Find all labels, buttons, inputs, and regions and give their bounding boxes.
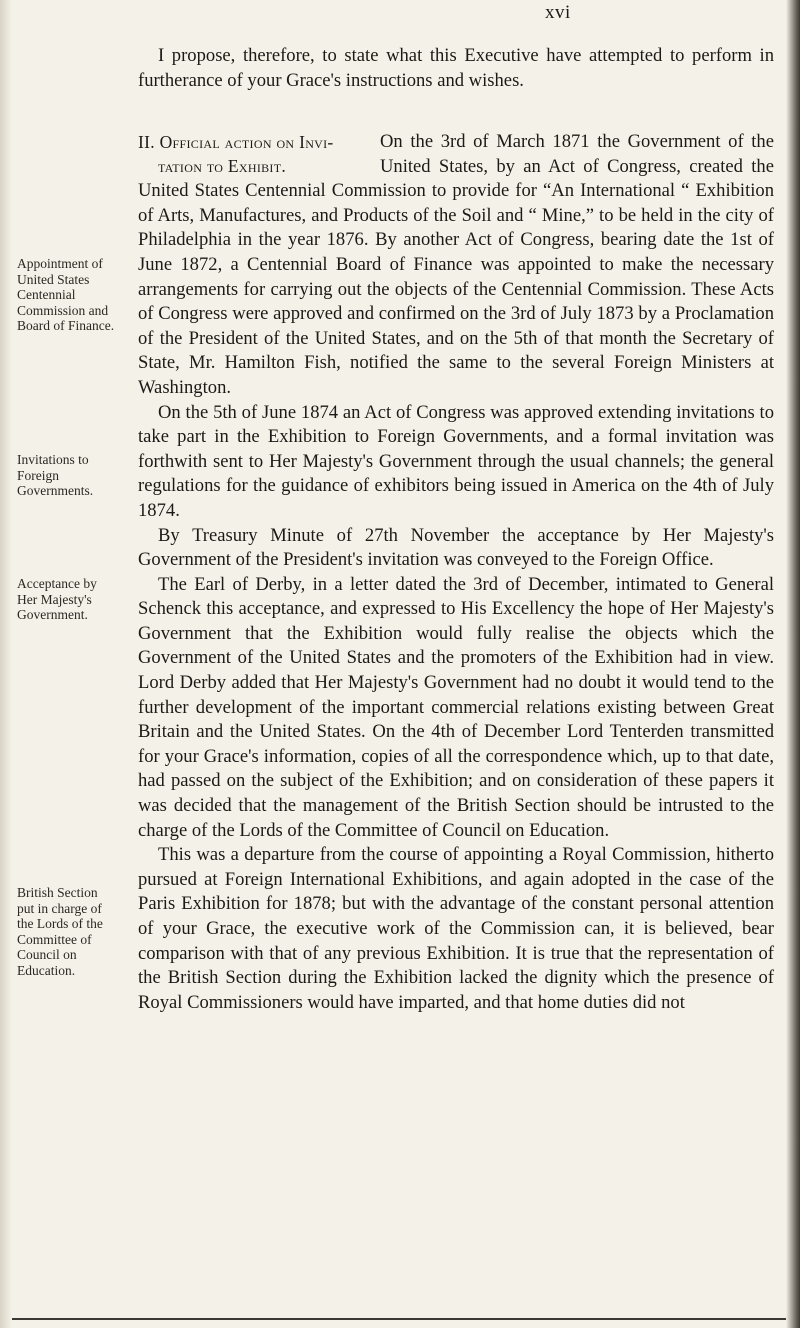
paragraph-3: By Treasury Minute of 27th November the acceptance by Her Majesty's Government of the President's invitation was conveyed to the Foreign Office. xyxy=(138,524,774,571)
margin-note-acceptance: Acceptance by Her Majesty's Government. xyxy=(17,576,97,622)
intro-text: I propose, therefore, to state what this Executive have attempted to perform in furtherance of your Grace's instructions and wishes. xyxy=(138,45,774,91)
paragraph-4: The Earl of Derby, in a letter dated the 3rd of December, intimated to General Schenck this acceptance, and expressed to His Excellency the hope of Her Majesty's Government that the Exhibition would fully realise the objects which the Government of the United States and the promoters of the Exhibition had in view. Lord Derby added that Her Majesty's Government had no doubt it would tend to the further development of the important commercial relations existing between Great Britain and the United States. On the 4th of December Lord Tenterden transmitted for your Grace's information, copies of all the correspondence which, up to that date, had passed on the subject of the Exhibition; and on consideration of these papers it was decided that the management of the British Section should be intrusted to the charge of the Lords of the Committee of Council on Education. xyxy=(138,573,774,841)
page-gutter xyxy=(0,0,12,1328)
margin-note-invitations: Invitations to Foreign Governments. xyxy=(17,452,94,498)
section-heading-line1: II. Official action on Invi- xyxy=(138,132,334,152)
paragraph-5: This was a departure from the course of appointing a Royal Commission, hitherto pursued at Foreign International Exhibitions, and again adopted in the case of the Paris Exhibition for 1878; but with the advantage of the constant personal attention of your Grace, the executive work of the Commission can, it is believed, bear comparison with that of any previous Exhibition. It is true that the representation of the British Section during the Exhibition lacked the dignity which the presence of Royal Commissioners would have imparted, and that home duties did not xyxy=(138,844,774,1013)
margin-note-british-section: British Section put in charge of the Lords of the Committee of Council on Education. xyxy=(17,885,103,978)
section-official-action xyxy=(138,130,774,1015)
page-edge xyxy=(786,0,800,1328)
paragraph-2: On the 5th of June 1874 an Act of Congress was approved extending invitations to take part in the Exhibition to Foreign Governments, and a formal invitation was forthwith sent to Her Majesty's Government through the usual channels; the general regulations for the guidance of exhibitors being issued in America on the 4th of July 1874. xyxy=(138,401,774,521)
section-heading xyxy=(138,130,370,178)
margin-note-appointment: Appointment of United States Centennial Commission and Board of Finance. xyxy=(17,256,115,333)
page-number: xvi xyxy=(545,2,571,23)
paragraph-1: On the 3rd of March 1871 the Government of the United States, by an Act of Congress, created the United States Centennial Commission to provide for “An International “ Exhibition of Arts, Manufactures, and Products of the Soil and “ Mine,” to be held in the city of Philadelphia in the year 1876. By another Act of Congress, bearing date the 1st of June 1872, a Centennial Board of Finance was appointed to make the necessary arrangements for carrying out the objects of the Centennial Commission. These Acts of Congress were approved and confirmed on the 3rd of July 1873 by a Proclamation of the President of the United States, and on the 5th of that month the Secretary of State, Mr. Hamilton Fish, notified the same to the several Foreign Ministers at Washington. xyxy=(138,131,774,398)
page-bottom-shadow xyxy=(12,1318,786,1320)
section-heading-line2: tation to Exhibit. xyxy=(158,156,287,176)
intro-paragraph xyxy=(138,44,774,93)
